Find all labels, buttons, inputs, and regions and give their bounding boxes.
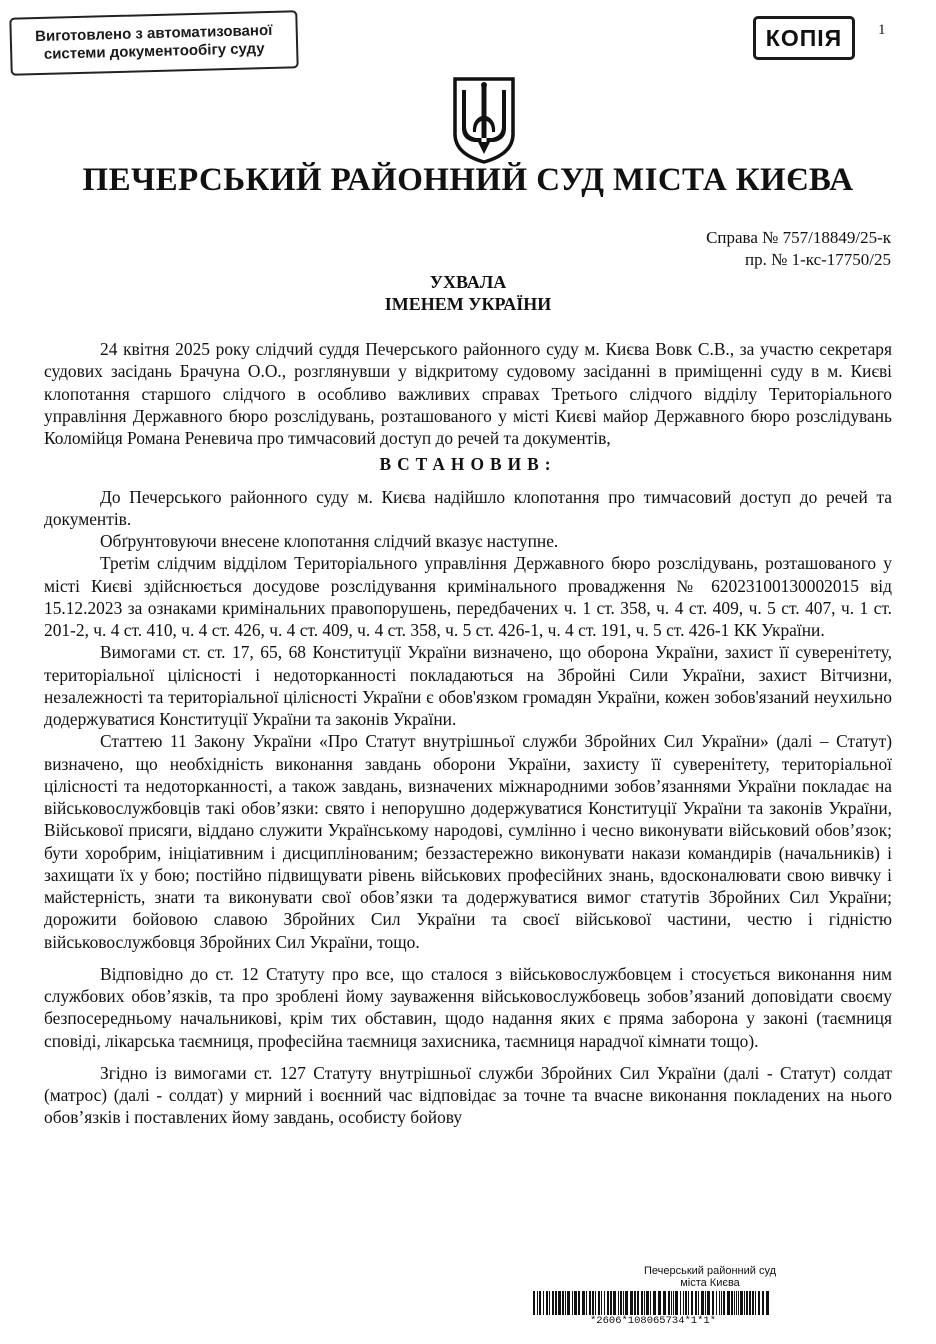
document-subtitle: ІМЕНЕМ УКРАЇНИ (384, 294, 552, 314)
case-number: Справа № 757/18849/25-к (706, 228, 891, 247)
court-name: ПЕЧЕРСЬКИЙ РАЙОННИЙ СУД МІСТА КИЄВА (82, 162, 854, 198)
stamp-line-1: Виготовлено з автоматизованої (34, 21, 273, 46)
page-number: 1 (878, 22, 886, 38)
footer-court-line-2: міста Києва (680, 1277, 740, 1289)
footer-court-label (560, 1265, 860, 1289)
automated-system-stamp (9, 10, 298, 76)
case-number-block (706, 227, 891, 271)
body-paragraph: Статтею 11 Закону України «Про Статут внутрішньої служби Збройних Сил України» (далі – Статут) визначено, що необхідність виконання завдань оборони України, захисту її суверенітету, територіальної цілісності та недоторканності, а також завдань, визначених міжнародними зобов’язаннями України покладає на військовослужбовців такі обов’язки: свято і непорушно додержуватися Конституції України та законів України, Військової присяги, віддано служити Українському народові, сумлінно і чесно виконувати військовий обов’язок; бути хоробрим, ініціативним і дисциплінованим; беззастережно виконувати накази командирів (начальників) і захищати їх у бою; постійно підвищувати рівень військових професійних знань, вдосконалювати свою вивчку і майстерність, знати та виконувати свої обов’язки та додержуватися вимог статутів Збройних Сил України; дорожити бойовою славою Збройних Сил України та своєї військової частини, честю і гідністю військовослужбовця Збройних Сил України, тощо. (44, 731, 892, 952)
document-title: УХВАЛА (429, 272, 507, 292)
footer-court-line-1: Печерський районний суд (643, 1265, 777, 1277)
stamp-line-2: системи документообігу суду (43, 40, 265, 63)
barcode-number: *2606*108065734*1*1* (589, 1315, 717, 1327)
body-paragraph: Відповідно до ст. 12 Статуту про все, що сталося з військовослужбовцем і стосується виконання ним службових обов’язків, та про зроблені йому зауваження військовослужбовець зобов’язаний доповідати своєму безпосередньому начальникові, крім тих обставин, щодо надання яких є пряма заборона у законі (таємниця сповіді, лікарська таємниця, професійна таємниця захисника, таємниця нарадчої кімнати тощо). (44, 963, 892, 1051)
body-paragraph: Обґрунтовуючи внесене клопотання слідчий вказує наступне. (100, 531, 559, 551)
body-paragraph: До Печерського районного суду м. Києва надійшло клопотання про тимчасовий доступ до речей та документів. (44, 486, 892, 529)
trident-coat-of-arms-icon (452, 76, 516, 164)
intro-paragraph: 24 квітня 2025 року слідчий суддя Печерського районного суду м. Києва Вовк С.В., за участю секретаря судових засідань Брачуна О.О., розглянувши у відкритому судовому засіданні в приміщенні суду в м. Києві клопотання старшого слідчого в особливо важливих справах Третього слідчого відділу Територіального управління Державного бюро розслідувань, розташованого у місті Києві майор Державного бюро розслідувань Коломійця Романа Реневича про тимчасовий доступ до речей та документів, (44, 339, 892, 448)
barcode-icon (533, 1291, 773, 1315)
document-body (44, 338, 892, 1129)
established-heading: ВСТАНОВИВ: (379, 454, 557, 475)
copy-stamp: КОПІЯ (753, 16, 855, 60)
body-paragraph: Згідно із вимогами ст. 127 Статуту внутрішньої служби Збройних Сил України (далі - Статут) солдат (матрос) (далі - солдат) у мирний і воєнний час відповідає за точне та вчасне виконання покладених на нього обов’язків і поставлених йому завдань, особисту бойову (44, 1062, 892, 1128)
proceeding-number: пр. № 1-кс-17750/25 (745, 250, 891, 269)
body-paragraph: Третім слідчим відділом Територіального управління Державного бюро розслідувань, розташованого у місті Києві здійснюється досудове розслідування кримінального провадження № 62023100130002015 від 15.12.2023 за ознаками кримінальних правопорушень, передбачених ч. 1 ст. 358, ч. 4 ст. 409, ч. 5 ст. 407, ч. 1 ст. 201-2, ч. 4 ст. 410, ч. 4 ст. 426, ч. 4 ст. 409, ч. 4 ст. 358, ч. 5 ст. 426-1, ч. 4 ст. 191, ч. 5 ст. 426-1 КК України. (44, 553, 892, 640)
body-paragraph: Вимогами ст. ст. 17, 65, 68 Конституції України визначено, що оборона України, захист її суверенітету, територіальної цілісності і недоторканності покладаються на Збройні Сили України, захист Вітчизни, незалежності та територіальної цілісності України є обов'язком громадян України, кожен зобов'язаний неухильно додержуватися Конституції України та законів України. (44, 642, 892, 729)
